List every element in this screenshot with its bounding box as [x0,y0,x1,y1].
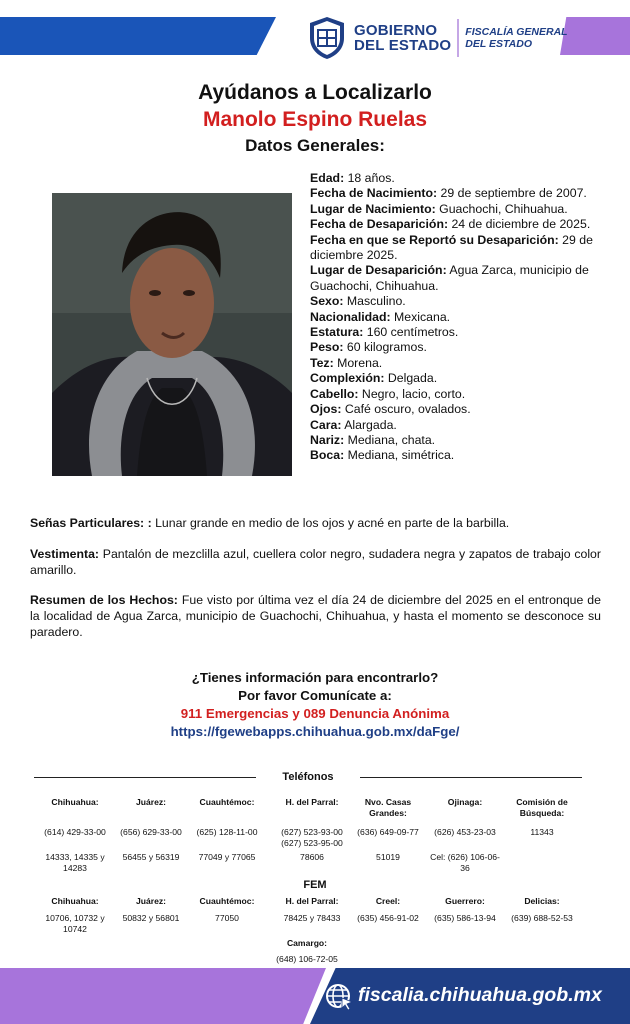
phone-number: (627) 523-93-00 (627) 523-95-00 [281,827,343,848]
phones-header [34,770,582,784]
fem-header: Delicias: [524,896,560,906]
distinguishing-marks [30,515,601,531]
header-purple-bar [560,17,630,55]
fiscalia-name [465,26,567,50]
fem-header: Guerrero: [445,896,485,906]
detail-label: Fecha de Nacimiento: [310,186,438,201]
detail-value: 29 de diciembre 2025. [310,232,593,263]
phone-header: Juárez: [135,797,167,807]
detail-value: Delgada. [384,371,438,386]
fem-number: (635) 586-13-94 [434,913,496,923]
detail-value: 18 años. [344,171,395,185]
fem-number: (639) 688-52-53 [511,913,573,923]
fem-number: 50832 y 56801 [122,913,180,923]
detail-nose [310,433,600,448]
detail-hair [310,387,600,402]
detail-label: Complexión: [310,371,385,386]
footer-website[interactable]: fiscalia.chihuahua.gob.mx [358,984,602,1006]
fem-number: (635) 456-91-02 [357,913,419,923]
detail-sex [310,294,600,309]
fem-number: 77050 [215,913,239,923]
detail-birth-date [310,186,600,201]
detail-value: Mexicana. [390,309,451,324]
para-label: Vestimenta: [30,547,100,561]
detail-value: 24 de diciembre de 2025. [448,217,591,232]
phone-extension: 14333, 14335 y 14283 [45,852,105,873]
detail-label: Lugar de Desaparición: [310,263,447,278]
fem-header: Chihuahua: [51,896,99,906]
phones-title: Teléfonos [282,771,334,783]
detail-label: Ojos: [310,402,342,417]
detail-label: Peso: [310,340,344,355]
missing-person-photo [52,193,292,476]
fem-header: Creel: [375,896,401,906]
detail-face [310,418,600,433]
phone-header: Ojinaga: [447,797,483,807]
para-value: Pantalón de mezclilla azul, cuellera color negro, sudadera negra y zapatos de trabajo color amarillo. [30,547,601,577]
para-value: Lunar grande en medio de los ojos y acné en parte de la barbilla. [151,516,510,530]
globe-cursor-icon [324,982,354,1012]
detail-nationality [310,310,600,325]
detail-report-date [310,233,600,264]
detail-value: Alargada. [341,417,397,432]
detail-label: Nariz: [310,432,345,447]
detail-eyes [310,402,600,417]
phone-extension: Cel: (626) 106-06-36 [430,852,500,873]
para-label: Resumen de los Hechos: [30,593,178,607]
phone-extension: 51019 [376,852,400,862]
fem-header-camargo: Camargo: [286,938,328,948]
gov-line-2: DEL ESTADO [354,37,452,54]
phone-header: Comisión de Búsqueda: [516,797,568,818]
general-details-list [310,171,600,464]
fem-header: H. del Parral: [285,896,339,906]
detail-label: Nacionalidad: [310,309,391,324]
detail-birth-place [310,202,600,217]
government-name [354,23,451,53]
detail-label: Cara: [310,417,342,432]
report-link[interactable]: https://fgewebapps.chihuahua.gob.mx/daFge/ [170,724,460,739]
detail-age [310,171,600,186]
detail-disappearance-date [310,217,600,232]
phone-extension: 56455 y 56319 [122,852,180,862]
detail-complexion-tone [310,356,600,371]
section-title: Datos Generales: [245,136,385,155]
state-shield-icon [308,16,346,60]
fem-header: Juárez: [135,896,167,906]
detail-value: 160 centímetros. [363,325,459,340]
phone-header: Nvo. Casas Grandes: [364,797,412,818]
gov-line-1: GOBIERNO [354,22,438,39]
emergency-numbers: 911 Emergencias y 089 Denuncia Anónima [180,706,450,721]
phone-number: (626) 453-23-03 [434,827,496,837]
detail-value: Negro, lacio, corto. [358,386,466,401]
phone-number: (636) 649-09-77 [357,827,419,837]
detail-mouth [310,448,600,463]
detail-value: Mediana, simétrica. [344,448,455,463]
phone-header: Chihuahua: [51,797,99,807]
phone-number: (614) 429-33-00 [44,827,106,837]
phone-extension: 78606 [300,852,324,862]
logo-divider [457,19,459,57]
detail-value: Mediana, chata. [344,432,436,447]
phone-number: 11343 [530,827,554,837]
para-label: Señas Particulares: : [30,516,152,530]
detail-height [310,325,600,340]
detail-value: Café oscuro, ovalados. [341,402,471,417]
phone-extension: 77049 y 77065 [198,852,256,862]
detail-value: Guachochi, Chihuahua. [435,201,568,216]
detail-value: Agua Zarca, municipio de Guachochi, Chihuahua. [310,263,589,293]
detail-label: Tez: [310,355,334,370]
fge-line-2: DEL ESTADO [465,38,532,50]
fem-number: 78425 y 78433 [283,913,341,923]
para-value: Fue visto por última vez el día 24 de diciembre del 2025 en el entronque de la localidad de Agua Zarca, municipio de Guachochi, Chihuahua, y hasta el momento se desconoce su paradero. [30,593,601,639]
detail-label: Edad: [310,171,345,185]
fem-header: Cuauhtémoc: [199,896,255,906]
headline: Ayúdanos a Localizarlo [198,81,432,104]
missing-person-name: Manolo Espino Ruelas [202,108,428,131]
header-blue-bar [0,17,276,55]
fem-number: 10706, 10732 y 10742 [45,913,105,934]
fem-title: FEM [303,879,327,891]
detail-label: Lugar de Nacimiento: [310,201,436,216]
fem-number-camargo: (648) 106-72-05 [276,954,338,964]
detail-value: Morena. [333,355,383,370]
contact-question: ¿Tienes información para encontrarlo? [191,670,439,685]
detail-build [310,371,600,386]
detail-label: Cabello: [310,386,359,401]
government-logo [308,15,568,61]
detail-label: Sexo: [310,294,344,309]
phone-number: (625) 128-11-00 [196,827,258,837]
detail-label: Fecha de Desaparición: [310,217,449,232]
detail-label: Boca: [310,448,345,463]
detail-weight [310,340,600,355]
phone-header: Cuauhtémoc: [199,797,255,807]
phone-header: H. del Parral: [285,797,339,807]
phone-number: (656) 629-33-00 [120,827,182,837]
detail-value: 60 kilogramos. [343,340,427,355]
contact-call: Por favor Comunícate a: [238,688,392,703]
detail-value: Masculino. [343,294,406,309]
detail-label: Fecha en que se Reportó su Desaparición: [310,232,559,247]
facts-summary [30,592,601,640]
detail-value: 29 de septiembre de 2007. [437,186,587,201]
clothing [30,546,601,578]
detail-disappearance-place [310,263,600,294]
detail-label: Estatura: [310,325,364,340]
footer-purple-band [0,968,326,1024]
fge-line-1: FISCALÍA GENERAL [465,26,568,38]
